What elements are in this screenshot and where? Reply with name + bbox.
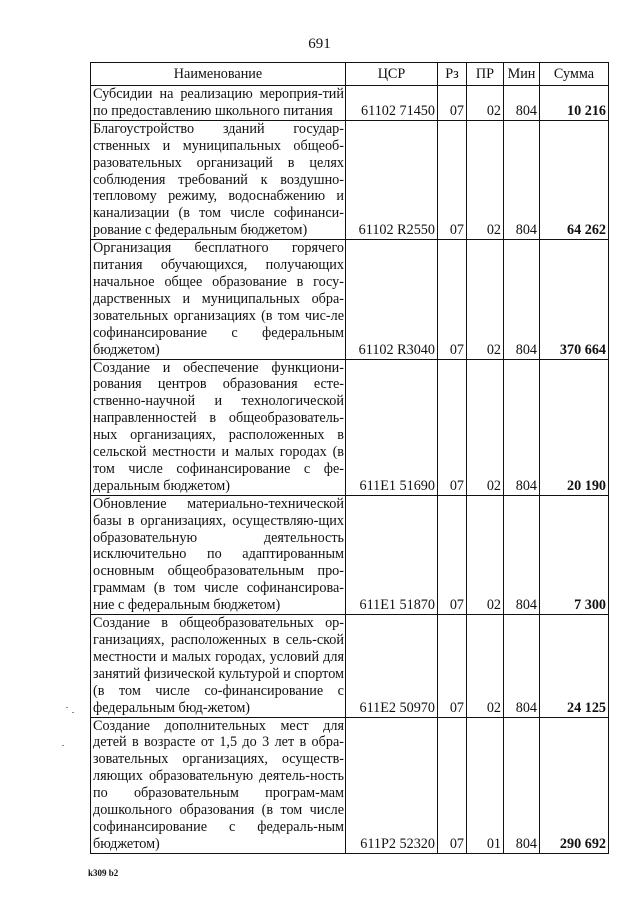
row-name: Создание и обеспечение функциони-рования центров образования есте-ственно-научной и технологической направленностей в общеобразователь-ных организациях, расположенных в сельской местности и малых городах (в том числе софинансирование с фе-деральным бюджетом) (91, 359, 346, 495)
footer-code: k309 b2 (88, 868, 119, 878)
header-min: Мин (504, 63, 540, 86)
row-rz: 07 (438, 240, 467, 359)
header-rz: Рз (438, 63, 467, 86)
row-sum: 7 300 (540, 495, 609, 614)
row-sum: 10 216 (540, 86, 609, 121)
row-rz: 07 (438, 359, 467, 495)
row-sum: 290 692 (540, 717, 609, 853)
row-sum: 20 190 (540, 359, 609, 495)
row-pr: 02 (467, 240, 504, 359)
row-pr: 01 (467, 717, 504, 853)
row-csr: 61102 R2550 (346, 120, 438, 239)
page-number: 691 (308, 36, 331, 52)
row-csr: 611E2 50970 (346, 615, 438, 717)
table-row (91, 240, 609, 359)
scan-speck (72, 712, 74, 713)
table-row (91, 120, 609, 239)
row-rz: 07 (438, 86, 467, 121)
row-pr: 02 (467, 615, 504, 717)
row-sum: 64 262 (540, 120, 609, 239)
header-csr: ЦСР (346, 63, 438, 86)
row-name: Благоустройство зданий государ-ственных и муниципальных общеоб-разовательных организаций в целях соблюдения требований к воздушно-тепловому режиму, водоснабжению и канализации (в том числе софинанси-рование с федеральным бюджетом) (91, 120, 346, 239)
row-csr: 61102 71450 (346, 86, 438, 121)
table-row (91, 615, 609, 717)
row-pr: 02 (467, 86, 504, 121)
row-name: Организация бесплатного горячего питания обучающихся, получающих начальное общее образование в госу-дарственных и муниципальных обра-зовательных организациях (в том чис-ле софинансирование с федеральным бюджетом) (91, 240, 346, 359)
budget-table (90, 62, 609, 854)
row-pr: 02 (467, 359, 504, 495)
header-pr: ПР (467, 63, 504, 86)
row-name: Обновление материально-технической базы в организациях, осуществляю-щих образовательную деятельность исключительно по адаптированным основным общеобразовательным про-граммам (в том числе софинансирова-ние с федеральным бюджетом) (91, 495, 346, 614)
row-sum: 370 664 (540, 240, 609, 359)
table-row (91, 495, 609, 614)
table-row (91, 86, 609, 121)
row-rz: 07 (438, 120, 467, 239)
row-csr: 611E1 51690 (346, 359, 438, 495)
row-min: 804 (504, 615, 540, 717)
table-header-row (91, 63, 609, 86)
header-sum: Сумма (540, 63, 609, 86)
row-csr: 611P2 52320 (346, 717, 438, 853)
table-row (91, 359, 609, 495)
row-min: 804 (504, 717, 540, 853)
row-pr: 02 (467, 495, 504, 614)
row-min: 804 (504, 120, 540, 239)
row-pr: 02 (467, 120, 504, 239)
row-min: 804 (504, 240, 540, 359)
row-rz: 07 (438, 495, 467, 614)
scan-speck (62, 745, 64, 746)
row-min: 804 (504, 86, 540, 121)
row-rz: 07 (438, 717, 467, 853)
row-min: 804 (504, 495, 540, 614)
row-name: Создание в общеобразовательных ор-ганизациях, расположенных в сель-ской местности и малых городах, условий для занятий физической культурой и спортом (в том числе со-финансирование с федеральным бюд-жетом) (91, 615, 346, 717)
row-name: Создание дополнительных мест для детей в возрасте от 1,5 до 3 лет в обра-зовательных организациях, осуществ-ляющих образовательную деятель-ность по образовательным програм-мам дошкольного образования (в том числе софинансирование с федераль-ным бюджетом) (91, 717, 346, 853)
header-name: Наименование (91, 63, 346, 86)
row-csr: 611E1 51870 (346, 495, 438, 614)
row-rz: 07 (438, 615, 467, 717)
row-sum: 24 125 (540, 615, 609, 717)
row-csr: 61102 R3040 (346, 240, 438, 359)
scan-speck (66, 707, 68, 708)
row-min: 804 (504, 359, 540, 495)
row-name: Субсидии на реализацию мероприя-тий по предоставлению школьного питания (91, 86, 346, 121)
table-row (91, 717, 609, 853)
